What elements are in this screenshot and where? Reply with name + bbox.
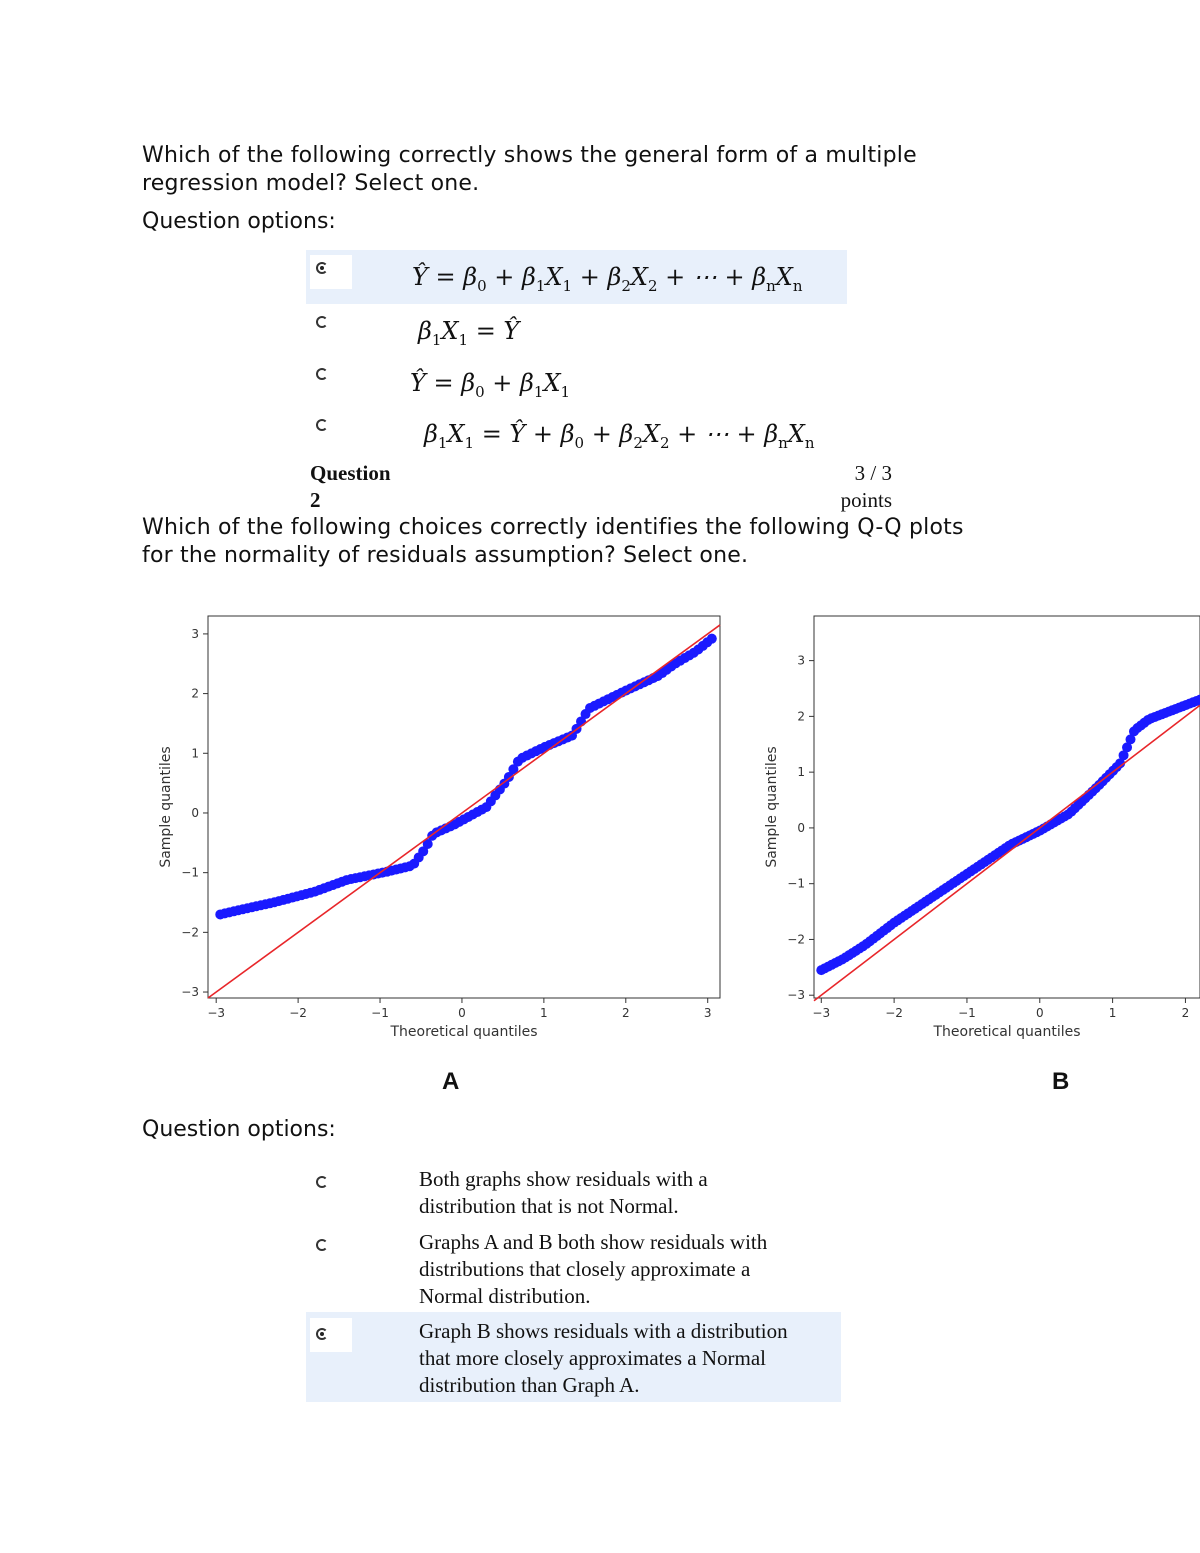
equation-term: + β [486, 263, 536, 291]
x-tick-label: 1 [540, 1006, 548, 1020]
equation-subscript: 2 [647, 277, 658, 295]
equation-subscript: 1 [562, 277, 573, 295]
equation-term: Ŷ = β [410, 369, 476, 397]
plot-frame [208, 616, 720, 998]
q1-option-4-radio[interactable] [316, 419, 328, 431]
equation-term: β [418, 317, 432, 345]
question-1-stem-line-1: Which of the following correctly shows the general form of a multiple [142, 143, 917, 168]
question-2-stem-line-2: for the normality of residuals assumption? Select one. [142, 543, 749, 568]
option-text-line: distribution than Graph A. [419, 1373, 640, 1397]
equation-term: = Ŷ + β [474, 420, 575, 448]
equation-subscript: 1 [458, 331, 469, 349]
x-tick-label: 3 [703, 1006, 712, 1020]
question-2-options-label: Question options: [142, 1117, 336, 1142]
y-tick-label: −3 [181, 985, 199, 1000]
option-text-line: distributions that closely approximate a [419, 1257, 751, 1281]
equation-subscript: n [804, 434, 815, 452]
equation-term: + β [484, 369, 534, 397]
equation-term: β [424, 420, 438, 448]
y-axis-label: Sample quantiles [764, 746, 780, 868]
question-1-stem [142, 142, 917, 198]
equation-subscript: n [792, 277, 803, 295]
equation-subscript: 1 [535, 277, 546, 295]
question-2-stem-line-1: Which of the following choices correctly identifies the following Q-Q plots [142, 515, 964, 540]
question-2-header [310, 460, 391, 514]
y-tick-label: 3 [191, 626, 199, 641]
y-tick-label: 2 [797, 709, 805, 724]
y-tick-label: −1 [787, 876, 805, 891]
equation-term: + β [572, 263, 622, 291]
x-tick-label: 1 [1108, 1006, 1117, 1020]
option-text-line: Normal distribution. [419, 1284, 591, 1308]
y-tick-label: 3 [797, 653, 805, 668]
q1-option-2-radio[interactable] [316, 316, 328, 328]
question-2-header-word: Question [310, 461, 391, 485]
question-2-score [820, 460, 892, 514]
x-axis-label: Theoretical quantiles [933, 1024, 1081, 1040]
x-tick-label: 2 [621, 1006, 630, 1020]
q2-option-2-radio[interactable] [316, 1239, 328, 1251]
qq-plot-b [750, 600, 1200, 1050]
equation-subscript: 2 [633, 434, 643, 452]
q1-option-4-equation [424, 419, 815, 458]
option-text-line: Both graphs show residuals with a [419, 1167, 708, 1191]
equation-term: + ⋯ + β [657, 263, 767, 291]
y-tick-label: −3 [787, 988, 805, 1003]
y-tick-label: −2 [181, 925, 199, 940]
y-tick-label: 1 [797, 765, 805, 780]
option-text-line: that more closely approximates a Normal [419, 1346, 766, 1370]
y-tick-label: 2 [191, 686, 199, 701]
x-tick-label: −1 [958, 1006, 976, 1020]
x-tick-label: −2 [885, 1006, 903, 1020]
x-tick-label: −3 [207, 1006, 226, 1020]
question-2-number: 2 [310, 488, 321, 512]
y-tick-label: −1 [181, 865, 199, 880]
equation-subscript: 0 [475, 383, 485, 401]
qq-plot-a [140, 600, 740, 1050]
equation-subscript: 1 [431, 331, 442, 349]
equation-subscript: 2 [659, 434, 670, 452]
equation-term: Ŷ = β [412, 263, 478, 291]
q2-option-1-text [419, 1166, 708, 1220]
x-axis-label: Theoretical quantiles [390, 1024, 538, 1040]
equation-subscript: n [766, 277, 776, 295]
equation-term: X [630, 263, 648, 291]
equation-term: X [787, 420, 805, 448]
equation-subscript: n [778, 434, 788, 452]
x-tick-label: −2 [289, 1006, 307, 1020]
question-2-stem [142, 514, 964, 570]
equation-subscript: 1 [560, 383, 571, 401]
equation-subscript: 1 [533, 383, 544, 401]
equation-subscript: 0 [477, 277, 487, 295]
equation-term: X [441, 317, 459, 345]
q1-option-3-radio[interactable] [316, 368, 328, 380]
equation-subscript: 2 [621, 277, 631, 295]
data-point [707, 634, 717, 644]
equation-term: = Ŷ [468, 317, 520, 345]
y-tick-label: 1 [191, 746, 199, 761]
option-text-line: distribution that is not Normal. [419, 1194, 679, 1218]
x-tick-label: −3 [812, 1006, 831, 1020]
x-tick-label: −1 [371, 1006, 389, 1020]
question-1-stem-line-2: regression model? Select one. [142, 171, 480, 196]
graph-a-label: A [442, 1068, 460, 1095]
x-tick-label: 2 [1181, 1006, 1190, 1020]
q1-option-2-equation [418, 316, 519, 355]
equation-subscript: 1 [437, 434, 448, 452]
x-tick-label: 0 [1035, 1006, 1044, 1020]
option-text-line: Graphs A and B both show residuals with [419, 1230, 768, 1254]
graph-b-label: B [1052, 1068, 1070, 1095]
y-tick-label: −2 [787, 932, 805, 947]
score-unit: points [840, 488, 892, 512]
y-tick-label: 0 [191, 805, 199, 820]
y-axis-label: Sample quantiles [158, 746, 174, 868]
q2-option-3-radio[interactable] [316, 1328, 328, 1340]
score-value: 3 / 3 [854, 461, 892, 485]
q1-option-1-radio-box [310, 255, 352, 289]
q2-option-1-radio[interactable] [316, 1176, 328, 1188]
option-text-line: Graph B shows residuals with a distribution [419, 1319, 788, 1343]
equation-term: X [545, 263, 563, 291]
y-tick-label: 0 [797, 820, 805, 835]
equation-subscript: 1 [464, 434, 475, 452]
question-1-options-label: Question options: [142, 209, 336, 234]
q1-option-1-radio[interactable] [316, 262, 328, 274]
x-tick-label: 0 [458, 1006, 466, 1020]
q2-option-2-text [419, 1229, 767, 1310]
equation-term: + β [584, 420, 634, 448]
equation-term: X [447, 420, 465, 448]
q1-option-3-equation [410, 368, 570, 407]
q2-option-3-text [419, 1318, 788, 1399]
equation-term: X [543, 369, 561, 397]
equation-term: X [775, 263, 793, 291]
equation-term: X [642, 420, 660, 448]
equation-term: + ⋯ + β [669, 420, 779, 448]
equation-subscript: 0 [574, 434, 585, 452]
q1-option-1-equation [412, 262, 803, 301]
